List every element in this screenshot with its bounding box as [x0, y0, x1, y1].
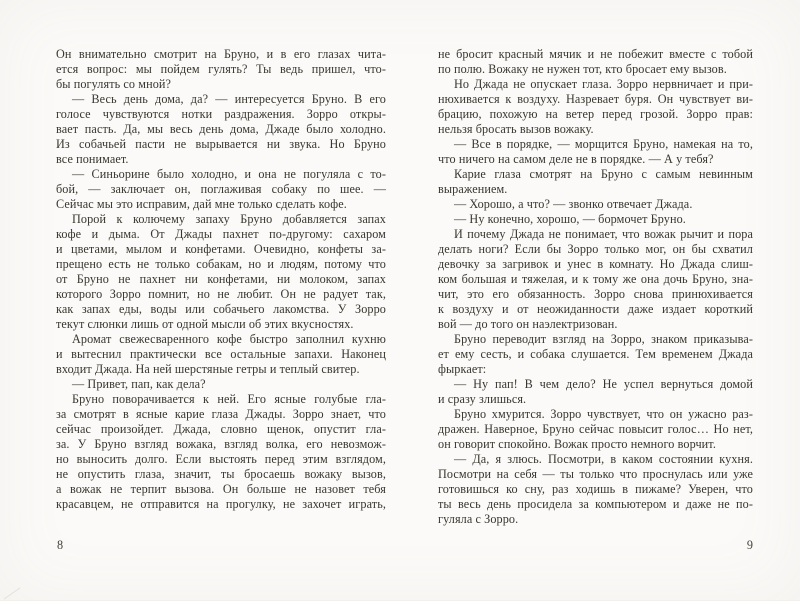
- text-line: и цветами, мылом и конфетами. Очевидно, конфеты за-: [56, 242, 386, 256]
- right-page-text: [438, 47, 753, 527]
- text-line: Он внимательно смотрит на Бруно, и в его глазах чита-: [56, 47, 386, 61]
- text-line: Бруно переводит взгляд на Зорро, знаком приказыва-: [454, 332, 753, 346]
- text-line: вает пасть. Да, мы весь день дома, Джаде было холодно.: [56, 122, 386, 136]
- page-number-left: 8: [57, 538, 64, 552]
- text-line: — Хорошо, а что? — звонко отвечает Джада.: [454, 197, 693, 211]
- text-line: гуляла с Зорро.: [438, 512, 519, 526]
- text-line: Посмотри на себя — ты только что проснулась или уже: [438, 467, 753, 481]
- text-line: девочку за загривок и унес в комнату. Но Джада слиш-: [438, 257, 753, 271]
- text-line: как запах еды, воды или собачьего лакомства. У Зорро: [56, 302, 386, 316]
- text-line: красавцем, не отправится на прогулку, не захочет играть,: [56, 497, 386, 511]
- text-line: Сейчас мы это исправим, дай мне только сделать кофе.: [56, 197, 347, 211]
- text-line: ты весь день просидела за компьютером и даже не по-: [438, 497, 753, 511]
- text-line: и вытеснил практически все остальные запахи. Наконец: [56, 347, 386, 361]
- text-line: нюхивается к воздуху. Назревает буря. Он чувствует ви-: [438, 92, 753, 106]
- text-line: к воздуху и от неожиданности даже издает короткий: [438, 302, 753, 316]
- text-line: бой, — заключает он, поглаживая собаку по шее. —: [56, 182, 386, 196]
- text-line: брацию, похожую на ветер перед грозой. Зорро прав:: [438, 107, 753, 121]
- text-line: он говорит спокойно. Вожак просто немного ворчит.: [438, 437, 716, 451]
- text-line: — Привет, пап, как дела?: [72, 377, 206, 391]
- text-line: за смотрят в ясные карие глаза Джады. Зорро знает, что: [56, 407, 386, 421]
- text-line: от Бруно не пахнет ни конфетами, ни молоком, запах: [56, 272, 386, 286]
- text-line: а вожак не терпит вызова. Он больше не назовет тебя: [56, 482, 386, 496]
- text-line: чит, это его обязанность. Зорро снова принюхивается: [438, 287, 753, 301]
- text-line: выражением.: [438, 182, 508, 196]
- text-line: и сразу злишься.: [438, 392, 527, 406]
- text-line: ком большая и тяжелая, и к тому же она дочь Бруно, зна-: [438, 272, 753, 286]
- page-curl-artifact: [4, 587, 21, 599]
- left-page-text: [56, 47, 386, 512]
- page-number-right: 9: [746, 538, 753, 552]
- text-line: по полю. Вожаку не нужен тот, кто бросает ему вызов.: [438, 62, 727, 76]
- text-line: делать ноги? Если бы Зорро только мог, он бы схватил: [438, 242, 753, 256]
- text-line: не бросит красный мячик и не побежит вместе с тобой: [438, 47, 753, 61]
- text-line: И почему Джада не понимает, что вожак рычит и пора: [454, 227, 753, 241]
- text-line: — Синьорине было холодно, и она не погуляла с то-: [72, 167, 386, 181]
- text-line: которого Зорро помнит, но не любит. Он не радует так,: [56, 287, 386, 301]
- text-line: бы погулять со мной?: [56, 77, 172, 91]
- text-line: дражен. Наверное, Бруно сейчас повысит голос… Но нет,: [438, 422, 753, 436]
- text-line: голосе чувствуются нотки раздражения. Зорро откры-: [56, 107, 386, 121]
- text-line: ет ему сесть, и собака слушается. Тем временем Джада: [438, 347, 753, 361]
- text-line: не опустить глаза, значит, ты бросаешь вожаку вызов,: [56, 467, 386, 481]
- text-line: — Ну пап! В чем дело? Не успел вернуться домой: [454, 377, 753, 391]
- text-line: Бруно поворачивается к ней. Его ясные голубые гла-: [72, 392, 386, 406]
- text-line: что ничего на самом деле не в порядке. — А у тебя?: [438, 152, 714, 166]
- text-line: — Весь день дома, да? — интересуется Бруно. В его: [72, 92, 386, 106]
- text-line: входит Джада. На ней шерстяные гетры и теплый свитер.: [56, 362, 360, 376]
- text-line: за. У Бруно взгляд вожака, взгляд волка, его невозмож-: [56, 437, 386, 451]
- text-line: сейчас произойдет. Джада, словно щенок, опустит гла-: [56, 422, 386, 436]
- text-line: Бруно хмурится. Зорро чувствует, что он ужасно раз-: [454, 407, 753, 421]
- text-line: — Все в порядке, — морщится Бруно, намекая на то,: [454, 137, 753, 151]
- text-line: — Да, я злюсь. Посмотри, в каком состоянии кухня.: [454, 452, 753, 466]
- text-line: все понимает.: [56, 152, 129, 166]
- text-line: кофе и дыма. От Джады пахнет по-другому: сахаром: [56, 227, 386, 241]
- text-line: вой — до того он наэлектризован.: [438, 317, 618, 331]
- text-line: Аромат свежесваренного кофе быстро заполнил кухню: [72, 332, 386, 346]
- text-line: нельзя бросать вызов вожаку.: [438, 122, 594, 136]
- text-line: Из собачьей пасти не вырывается ни звука. Но Бруно: [56, 137, 386, 151]
- text-line: Но Джада не опускает глаза. Зорро нервничает и при-: [454, 77, 753, 91]
- text-line: Карие глаза смотрят на Бруно с самым невинным: [454, 167, 753, 181]
- text-line: прещено есть не только собакам, но и людям, потому что: [56, 257, 386, 271]
- text-line: фыркает:: [438, 362, 487, 376]
- text-line: ется вопрос: мы пойдем гулять? Ты ведь пришел, что-: [56, 62, 386, 76]
- text-line: — Ну конечно, хорошо, — бормочет Бруно.: [454, 212, 686, 226]
- text-line: Порой к колючему запаху Бруно добавляется запах: [72, 212, 386, 226]
- text-line: но выносить долго. Если выстоять перед этим взглядом,: [56, 452, 386, 466]
- text-line: текут слюнки лишь от одной мысли об этих вкусностях.: [56, 317, 354, 331]
- text-line: готовишься ко сну, раз ходишь в пижаме? Уверен, что: [438, 482, 753, 496]
